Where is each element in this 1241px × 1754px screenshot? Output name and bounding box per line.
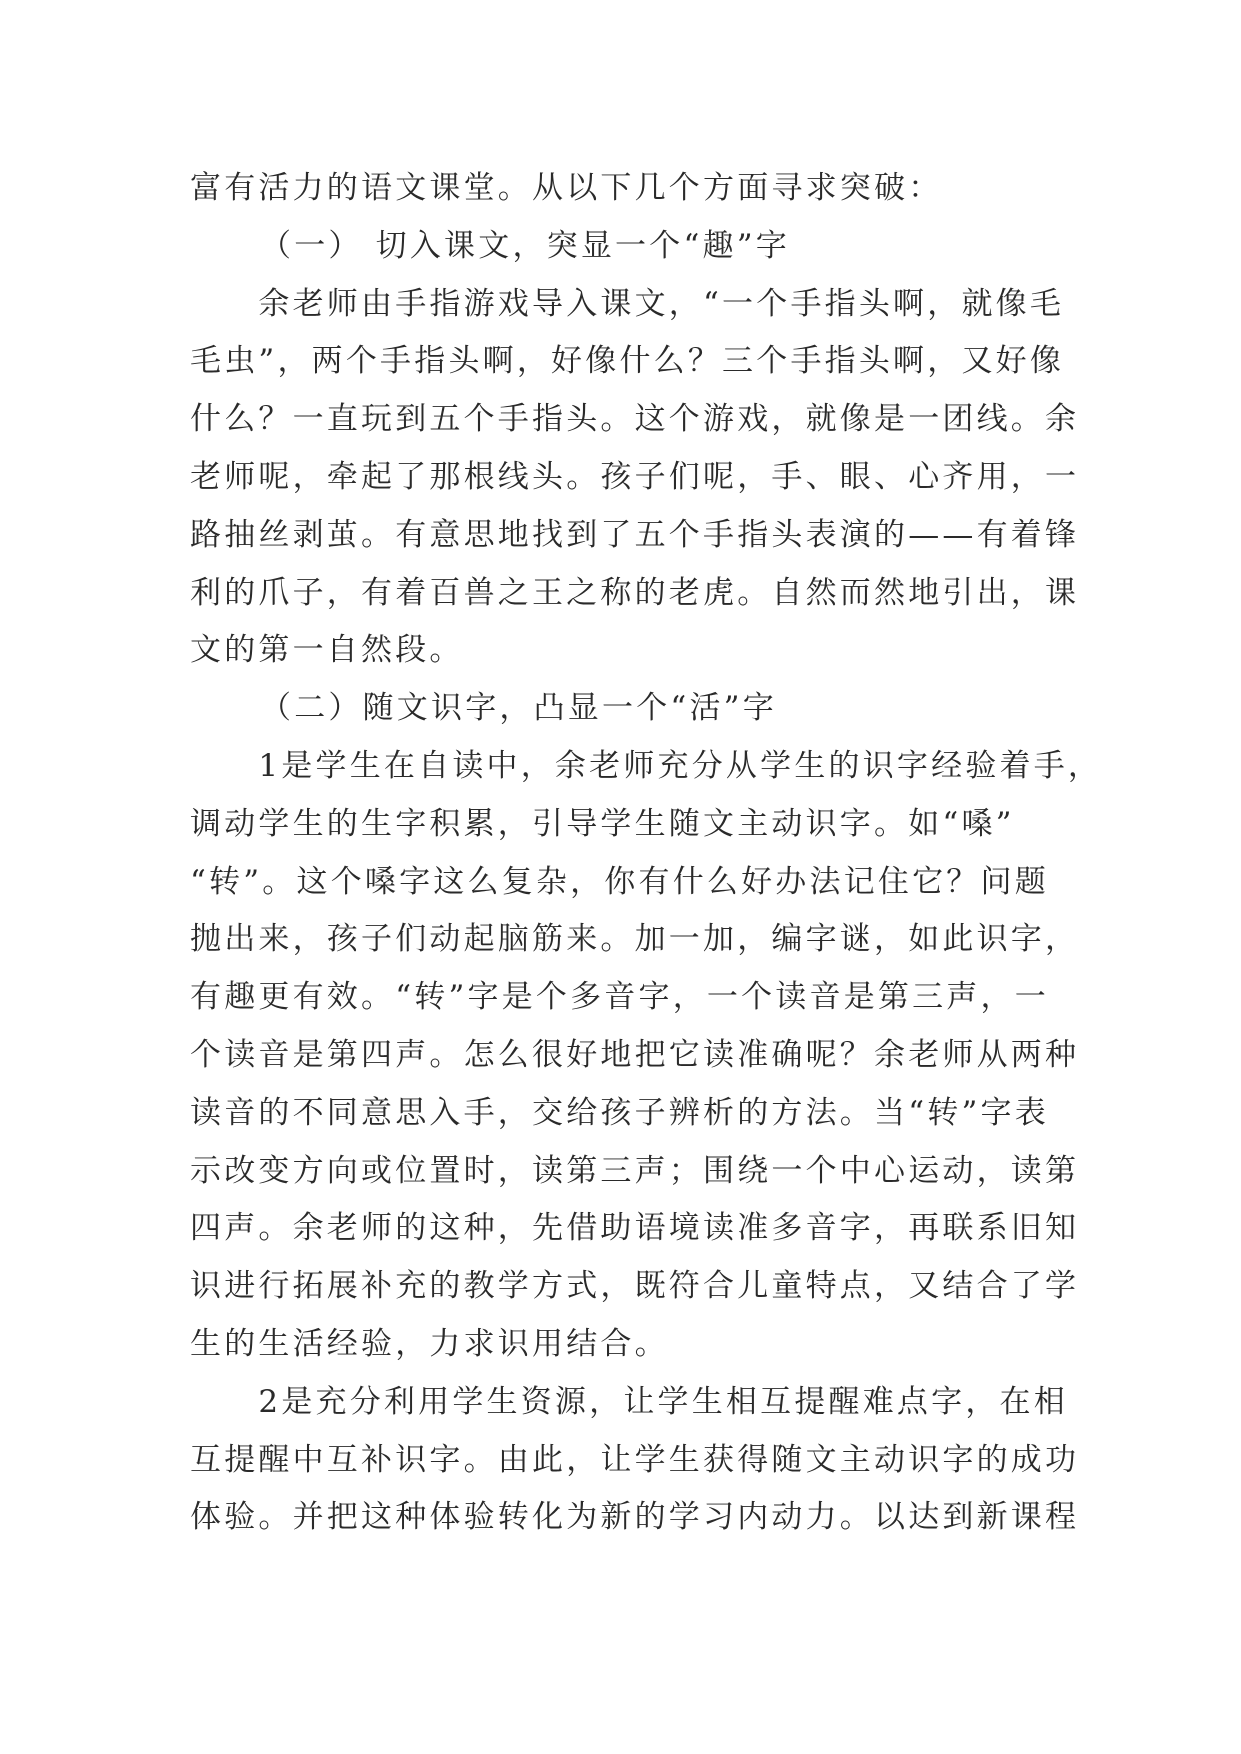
text-line: 文的第一自然段。 <box>190 632 464 669</box>
text-line: 富有活力的语文课堂。从以下几个方面寻求突破： <box>190 170 943 206</box>
text-line: 识进行拓展补充的教学方式，既符合儿童特点，又结合了学 <box>190 1268 1080 1305</box>
text-line: “转”。这个嗓字这么复杂，你有什么好办法记住它？问题 <box>190 863 1049 900</box>
text-line: 余老师由手指游戏导入课文，“一个手指头啊，就像毛 <box>190 285 1065 322</box>
text-line: 四声。余老师的这种，先借助语境读准多音字，再联系旧知 <box>190 1210 1080 1247</box>
text-line: 老师呢，牵起了那根线头。孩子们呢，手、眼、心齐用，一 <box>190 458 1080 495</box>
text-line: 示改变方向或位置时，读第三声；围绕一个中心运动，读第 <box>190 1152 1080 1189</box>
text-line: 什么？一直玩到五个手指头。这个游戏，就像是一团线。余 <box>190 401 1080 438</box>
text-line: 个读音是第四声。怎么很好地把它读准确呢？余老师从两种 <box>190 1036 1080 1073</box>
text-line: 毛虫”，两个手指头啊，好像什么？三个手指头啊，又好像 <box>190 343 1065 380</box>
text-line: 路抽丝剥茧。有意思地找到了五个手指头表演的——有着锋 <box>190 516 1080 553</box>
section-heading-2: （二）随文识字，凸显一个“活”字 <box>260 690 777 727</box>
text-line: 体验。并把这种体验转化为新的学习内动力。以达到新课程 <box>190 1499 1080 1536</box>
body-text <box>190 160 1103 1547</box>
text-line: 抛出来，孩子们动起脑筋来。加一加，编字谜，如此识字， <box>190 921 1080 958</box>
text-line: 2是充分利用学生资源，让学生相互提醒难点字，在相 <box>190 1383 1068 1420</box>
text-line: 调动学生的生字积累，引导学生随文主动识字。如“嗓” <box>190 805 1015 842</box>
section-heading-1: （一） 切入课文，突显一个“趣”字 <box>260 227 790 264</box>
text-line: 互提醒中互补识字。由此，让学生获得随文主动识字的成功 <box>190 1441 1080 1478</box>
text-line: 1是学生在自读中，余老师充分从学生的识字经验着手， <box>190 747 1103 784</box>
text-line: 有趣更有效。“转”字是个多音字，一个读音是第三声，一 <box>190 979 1049 1016</box>
text-line: 读音的不同意思入手，交给孩子辨析的方法。当“转”字表 <box>190 1094 1049 1131</box>
text-line: 生的生活经验，力求识用结合。 <box>190 1325 669 1362</box>
text-line: 利的爪子，有着百兽之王之称的老虎。自然而然地引出，课 <box>190 574 1080 611</box>
